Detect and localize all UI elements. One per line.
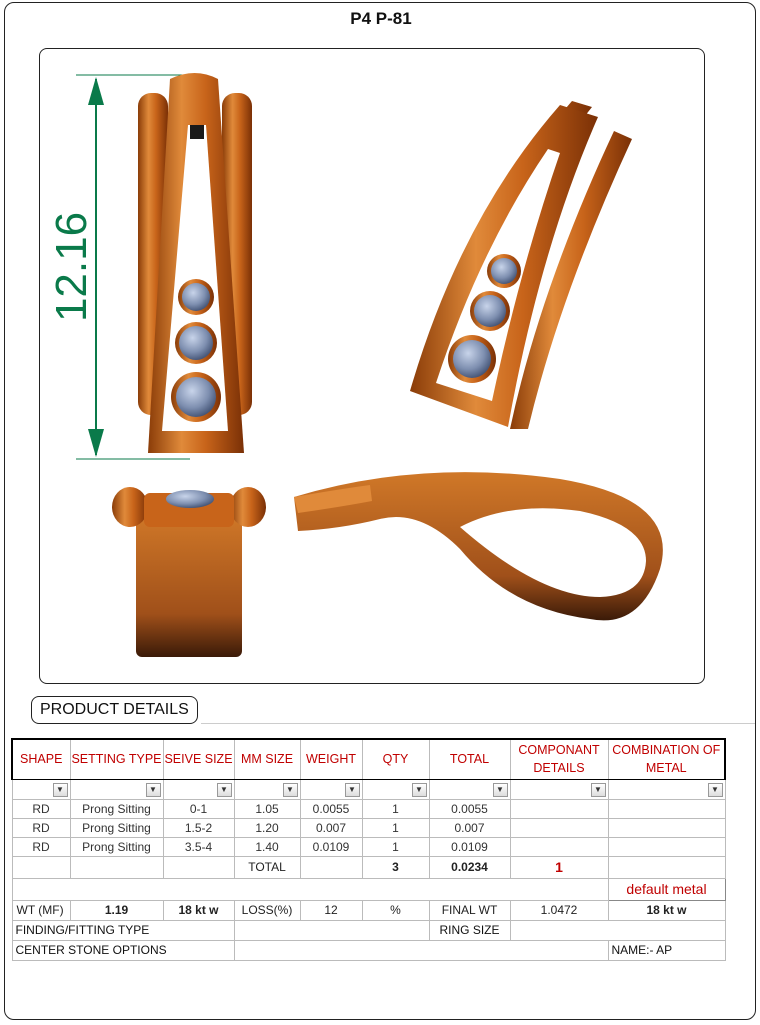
filter-dropdown-icon[interactable]: ▼ (217, 783, 232, 797)
perspective-stone-small (491, 258, 517, 284)
default-metal: default metal (608, 878, 725, 900)
perspective-stone-medium (474, 295, 506, 327)
spec-sheet (4, 2, 756, 1020)
filter-dropdown-icon[interactable]: ▼ (283, 783, 298, 797)
cell-qty: 1 (362, 837, 429, 856)
side-view (294, 472, 663, 620)
table-row (12, 799, 725, 818)
cell-metal (608, 837, 725, 856)
cell-sieve: 3.5-4 (163, 837, 234, 856)
cell-metal (608, 818, 725, 837)
filter-dropdown-icon[interactable]: ▼ (708, 783, 723, 797)
header-weight: WEIGHT (300, 739, 362, 779)
default-metal-row (12, 878, 725, 900)
filter-active-icon[interactable]: ▼ (493, 783, 508, 797)
filter-dropdown-icon[interactable]: ▼ (345, 783, 360, 797)
top-view-body (136, 513, 242, 657)
cell-mm: 1.20 (234, 818, 300, 837)
header-sieve-size: SEIVE SIZE (163, 739, 234, 779)
center-stone-row (12, 940, 725, 960)
table-row (12, 818, 725, 837)
cell-mm: 1.05 (234, 799, 300, 818)
product-details-label: PRODUCT DETAILS (31, 696, 198, 724)
total-label: TOTAL (234, 856, 300, 878)
final-kt: 18 kt w (608, 900, 725, 920)
name-label: NAME:- AP (608, 940, 725, 960)
final-wt-label: FINAL WT (429, 900, 510, 920)
loss-value: 12 (300, 900, 362, 920)
page-title: P4 P-81 (350, 9, 412, 28)
cell-weight: 0.007 (300, 818, 362, 837)
cell-shape: RD (12, 818, 70, 837)
cell-total: 0.0109 (429, 837, 510, 856)
cell-component (510, 799, 608, 818)
cell-sieve: 0-1 (163, 799, 234, 818)
cell-total: 0.0055 (429, 799, 510, 818)
filter-dropdown-icon[interactable]: ▼ (146, 783, 161, 797)
cell-mm: 1.40 (234, 837, 300, 856)
stone-large (176, 377, 216, 417)
pendant-render (40, 49, 705, 684)
cell-setting: Prong Sitting (70, 799, 163, 818)
total-row (12, 856, 725, 878)
header-combination-of-metal: COMBINATION OF METAL (608, 739, 725, 779)
table-header-row (12, 739, 725, 779)
product-image-panel (39, 48, 705, 684)
perspective-view (410, 101, 632, 429)
cell-shape: RD (12, 837, 70, 856)
header-setting-type: SETTING TYPE (70, 739, 163, 779)
wt-value: 1.19 (70, 900, 163, 920)
ring-size-value[interactable] (510, 920, 725, 940)
dimension-arrow-down (88, 429, 104, 457)
center-stone-label: CENTER STONE OPTIONS (12, 940, 234, 960)
cell-setting: Prong Sitting (70, 837, 163, 856)
stone-small (182, 283, 210, 311)
dimension-label: 12.16 (47, 211, 96, 323)
stone-medium (179, 326, 213, 360)
center-stone-value[interactable] (234, 940, 608, 960)
wt-kt: 18 kt w (163, 900, 234, 920)
cell-qty: 1 (362, 799, 429, 818)
weight-row (12, 900, 725, 920)
perspective-stone-large (453, 340, 491, 378)
cell-component (510, 837, 608, 856)
cell-component (510, 818, 608, 837)
cell-metal (608, 799, 725, 818)
top-view-stone (166, 490, 214, 508)
cell-qty: 1 (362, 818, 429, 837)
cell-sieve: 1.5-2 (163, 818, 234, 837)
loss-percent: % (362, 900, 429, 920)
filter-dropdown-icon[interactable]: ▼ (591, 783, 606, 797)
header-shape: SHAPE (12, 739, 70, 779)
cell-weight: 0.0055 (300, 799, 362, 818)
filter-row (12, 779, 725, 799)
cell-setting: Prong Sitting (70, 818, 163, 837)
ring-size-label: RING SIZE (429, 920, 510, 940)
frame-slot (190, 125, 204, 139)
total-component: 1 (510, 856, 608, 878)
finding-label: FINDING/FITTING TYPE (12, 920, 234, 940)
filter-dropdown-icon[interactable]: ▼ (53, 783, 68, 797)
wt-label: WT (MF) (12, 900, 70, 920)
top-view-ear-left (112, 487, 148, 527)
header-component-details: COMPONANT DETAILS (510, 739, 608, 779)
header-mm-size: MM SIZE (234, 739, 300, 779)
filter-active-icon[interactable]: ▼ (412, 783, 427, 797)
total-weight: 0.0234 (429, 856, 510, 878)
loss-label: LOSS(%) (234, 900, 300, 920)
product-details-table (11, 738, 726, 961)
total-qty: 3 (362, 856, 429, 878)
dimension-arrow-up (88, 77, 104, 105)
header-qty: QTY (362, 739, 429, 779)
front-view (47, 73, 252, 459)
finding-row (12, 920, 725, 940)
cell-total: 0.007 (429, 818, 510, 837)
top-view-ear-right (230, 487, 266, 527)
finding-value[interactable] (234, 920, 429, 940)
top-view (112, 487, 266, 657)
header-total: TOTAL (429, 739, 510, 779)
cell-shape: RD (12, 799, 70, 818)
final-wt-value: 1.0472 (510, 900, 608, 920)
table-row (12, 837, 725, 856)
section-divider (201, 723, 755, 724)
cell-weight: 0.0109 (300, 837, 362, 856)
